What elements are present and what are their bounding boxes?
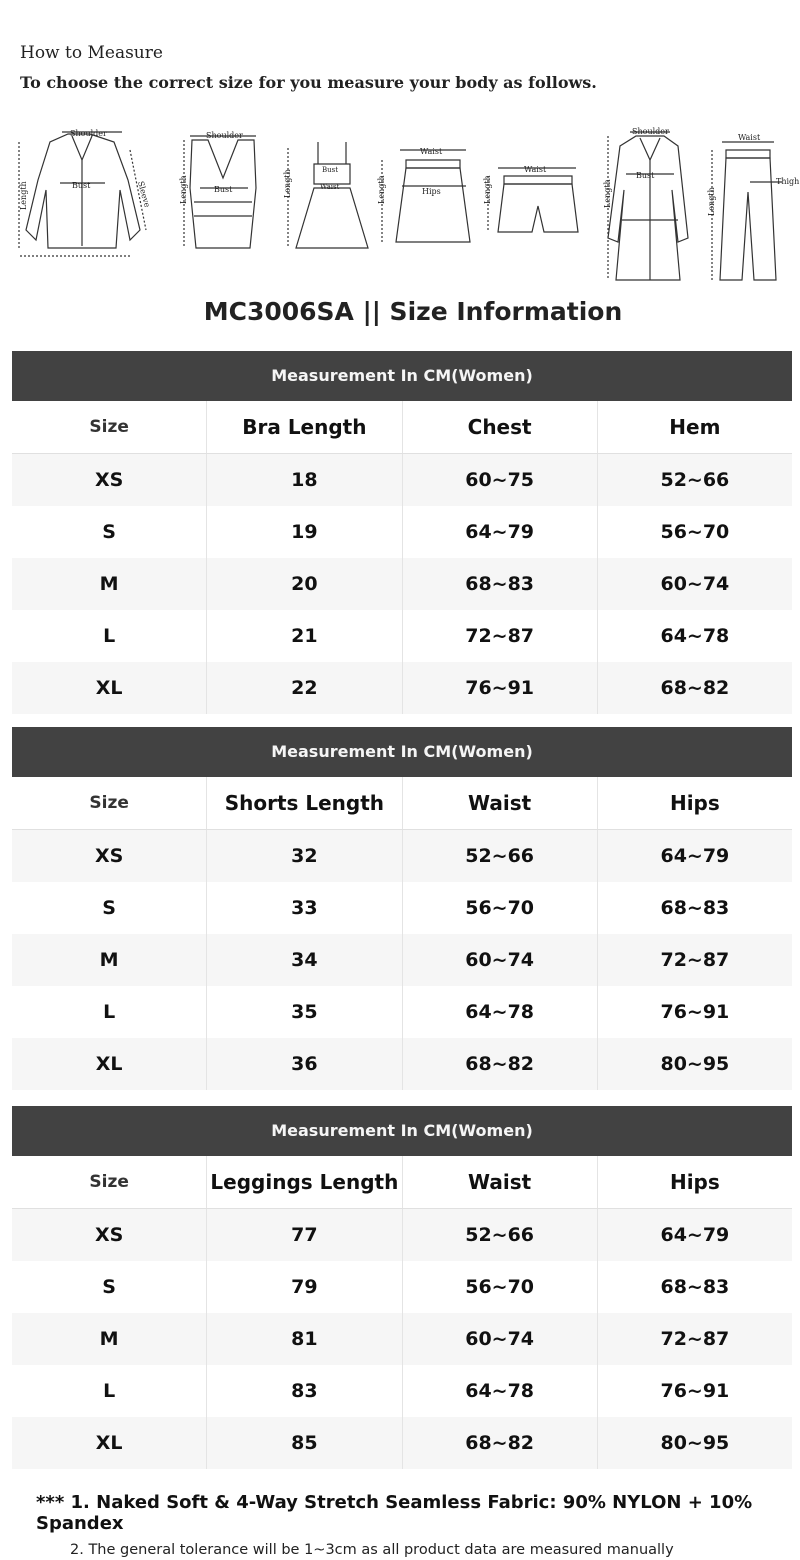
- chest-cell: 72~87: [402, 610, 597, 662]
- chest-cell: 68~83: [402, 558, 597, 610]
- table-row: [12, 1038, 792, 1090]
- table-column-headers: [12, 401, 792, 453]
- column-header-chest: Chest: [402, 401, 597, 453]
- waist-cell: 60~74: [402, 934, 597, 986]
- size-cell: XL: [95, 1432, 123, 1454]
- size-cell: L: [103, 625, 116, 647]
- bra-length-cell: 18: [206, 454, 401, 506]
- size-cell: XL: [95, 677, 123, 699]
- hem-cell: 68~82: [597, 662, 792, 714]
- hips-cell: 68~83: [597, 1261, 792, 1313]
- column-header-bra-length: Bra Length: [206, 401, 401, 453]
- bra-length-cell: 20: [206, 558, 401, 610]
- hips-cell: 80~95: [597, 1417, 792, 1469]
- skirt-waist-label: Waist: [420, 147, 443, 156]
- page-title: MC3006SA || Size Information: [203, 297, 623, 326]
- table-row: [12, 1209, 792, 1261]
- column-header-waist: Waist: [402, 777, 597, 829]
- intro-subheading: To choose the correct size for you measure your body as follows.: [20, 73, 597, 92]
- skirt-length-label: Length: [377, 175, 386, 204]
- size-cell: M: [99, 1328, 119, 1350]
- chest-cell: 76~91: [402, 662, 597, 714]
- dress-waist-label: Waist: [320, 183, 340, 191]
- size-cell: S: [102, 521, 116, 543]
- column-header-hips: Hips: [597, 1156, 792, 1208]
- size-cell: M: [99, 949, 119, 971]
- coat-shoulder-label: Shoulder: [632, 127, 669, 136]
- column-header-leggings-length: Leggings Length: [206, 1156, 401, 1208]
- size-cell: XS: [94, 845, 124, 867]
- pants-waist-label: Waist: [738, 133, 761, 142]
- vest-sketch: [179, 131, 256, 248]
- waist-cell: 64~78: [402, 1365, 597, 1417]
- size-table-shorts: [12, 727, 792, 1090]
- pants-length-label: Length: [707, 187, 716, 216]
- shorts-length-cell: 33: [206, 882, 401, 934]
- hips-cell: 76~91: [597, 1365, 792, 1417]
- shorts-length-label: Length: [483, 175, 492, 204]
- leggings-length-cell: 81: [206, 1313, 401, 1365]
- hem-cell: 56~70: [597, 506, 792, 558]
- hips-cell: 64~79: [597, 1209, 792, 1261]
- size-cell: XS: [94, 469, 124, 491]
- leggings-length-cell: 83: [206, 1365, 401, 1417]
- column-header-size: Size: [89, 1172, 129, 1192]
- size-cell: S: [102, 897, 116, 919]
- chest-cell: 64~79: [402, 506, 597, 558]
- size-cell: XS: [94, 1224, 124, 1246]
- chest-cell: 60~75: [402, 454, 597, 506]
- shorts-length-cell: 32: [206, 830, 401, 882]
- skirt-sketch: [377, 147, 470, 242]
- hips-cell: 72~87: [597, 1313, 792, 1365]
- intro-heading: How to Measure: [20, 43, 163, 63]
- waist-cell: 68~82: [402, 1417, 597, 1469]
- coat-bust-label: Bust: [636, 171, 655, 180]
- vest-shoulder-label: Shoulder: [206, 131, 243, 140]
- footnotes: [36, 1492, 800, 1558]
- shirt-sketch: [19, 129, 152, 256]
- size-cell: XL: [95, 1053, 123, 1075]
- skirt-hips-label: Hips: [422, 187, 441, 196]
- waist-cell: 56~70: [402, 882, 597, 934]
- leggings-length-cell: 77: [206, 1209, 401, 1261]
- size-cell: L: [103, 1380, 116, 1402]
- dress-bust-label: Bust: [322, 166, 339, 174]
- column-header-size: Size: [89, 417, 129, 437]
- vest-bust-label: Bust: [214, 185, 233, 194]
- coat-length-label: Length: [603, 179, 612, 208]
- fabric-note: *** 1. Naked Soft & 4-Way Stretch Seamless Fabric: 90% NYLON + 10% Spandex: [36, 1492, 753, 1534]
- waist-cell: 64~78: [402, 986, 597, 1038]
- hips-cell: 72~87: [597, 934, 792, 986]
- waist-cell: 56~70: [402, 1261, 597, 1313]
- column-header-hips: Hips: [597, 777, 792, 829]
- table-row: [12, 454, 792, 506]
- shorts-length-cell: 36: [206, 1038, 401, 1090]
- shirt-shoulder-label: Shoulder: [70, 129, 107, 138]
- shorts-length-cell: 35: [206, 986, 401, 1038]
- shorts-length-cell: 34: [206, 934, 401, 986]
- tolerance-note: 2. The general tolerance will be 1~3cm as all product data are measured manually: [70, 1542, 674, 1558]
- table-column-headers: [12, 777, 792, 829]
- vest-length-label: Length: [179, 175, 188, 204]
- bra-length-cell: 22: [206, 662, 401, 714]
- size-table-leggings: [12, 1106, 792, 1469]
- hips-cell: 64~79: [597, 830, 792, 882]
- hem-cell: 60~74: [597, 558, 792, 610]
- shirt-bust-label: Bust: [72, 181, 91, 190]
- table-header: Measurement In CM(Women): [12, 727, 792, 777]
- pants-sketch: [707, 133, 799, 280]
- pants-thigh-label: Thigh: [776, 177, 800, 186]
- column-header-waist: Waist: [402, 1156, 597, 1208]
- table-header: Measurement In CM(Women): [12, 1106, 792, 1156]
- hem-cell: 52~66: [597, 454, 792, 506]
- table-row: [12, 1417, 792, 1469]
- size-cell: L: [103, 1001, 116, 1023]
- column-header-hem: Hem: [597, 401, 792, 453]
- hips-cell: 76~91: [597, 986, 792, 1038]
- table-row: [12, 1365, 792, 1417]
- intro: [20, 38, 597, 98]
- shorts-sketch: [483, 165, 578, 232]
- table-row: [12, 506, 792, 558]
- table-row: [12, 662, 792, 714]
- hem-cell: 64~78: [597, 610, 792, 662]
- measurement-sketches: [10, 120, 800, 290]
- waist-cell: 60~74: [402, 1313, 597, 1365]
- coat-sketch: [603, 127, 688, 280]
- table-header: Measurement In CM(Women): [12, 351, 792, 401]
- table-row: [12, 558, 792, 610]
- waist-cell: 52~66: [402, 1209, 597, 1261]
- shirt-sleeve-label: Sleeve: [136, 180, 152, 209]
- column-header-size: Size: [89, 793, 129, 813]
- size-cell: M: [99, 573, 119, 595]
- dress-sketch: [283, 142, 368, 248]
- column-header-shorts-length: Shorts Length: [206, 777, 401, 829]
- leggings-length-cell: 79: [206, 1261, 401, 1313]
- hips-cell: 68~83: [597, 882, 792, 934]
- table-row: [12, 830, 792, 882]
- hips-cell: 80~95: [597, 1038, 792, 1090]
- table-row: [12, 610, 792, 662]
- leggings-length-cell: 85: [206, 1417, 401, 1469]
- table-column-headers: [12, 1156, 792, 1208]
- table-row: [12, 882, 792, 934]
- bra-length-cell: 19: [206, 506, 401, 558]
- table-row: [12, 1313, 792, 1365]
- shirt-length-label: Length: [19, 181, 28, 210]
- waist-cell: 52~66: [402, 830, 597, 882]
- size-table-bra: [12, 351, 792, 714]
- dress-length-label: Length: [283, 169, 292, 198]
- waist-cell: 68~82: [402, 1038, 597, 1090]
- size-cell: S: [102, 1276, 116, 1298]
- shorts-waist-label: Waist: [524, 165, 547, 174]
- table-row: [12, 934, 792, 986]
- table-row: [12, 1261, 792, 1313]
- bra-length-cell: 21: [206, 610, 401, 662]
- table-row: [12, 986, 792, 1038]
